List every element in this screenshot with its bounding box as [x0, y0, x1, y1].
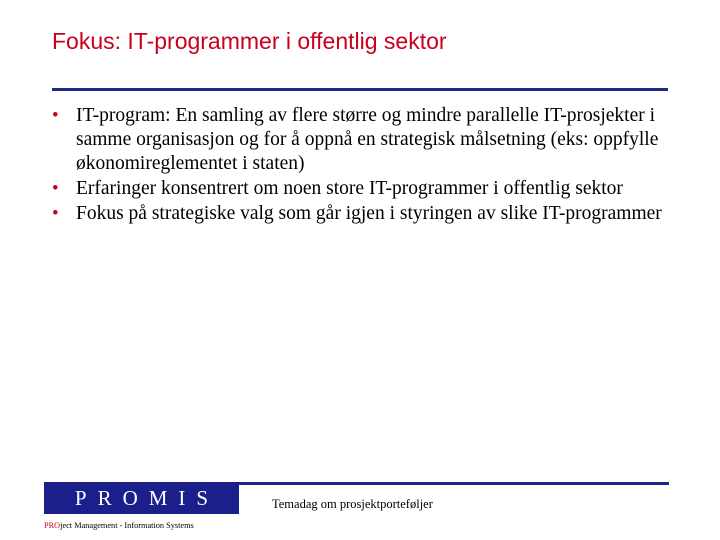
bullet-text: IT-program: En samling av flere større og mindre parallelle IT-prosjekter i samme organisasjon og for å oppnå en strategisk målsetning (eks: oppfylle økonomireglementet i staten): [76, 105, 659, 174]
bullet-text: Fokus på strategiske valg som går igjen i styringen av slike IT-programmer: [76, 203, 662, 224]
logo-subtitle-rest: ject Management - Information Systems: [60, 521, 194, 530]
promis-logo: PROMIS: [44, 482, 239, 514]
footer-divider: [239, 482, 669, 485]
bullet-item: [52, 202, 668, 226]
bullet-marker: •: [52, 178, 59, 199]
bullet-text: Erfaringer konsentrert om noen store IT-programmer i offentlig sektor: [76, 178, 623, 199]
bullet-marker: •: [52, 105, 59, 126]
bullet-item: [52, 104, 668, 176]
bullet-marker: •: [52, 203, 59, 224]
footer-caption: Temadag om prosjektporteføljer: [272, 497, 433, 511]
logo-subtitle-highlight: PRO: [44, 521, 61, 530]
title-divider: [52, 88, 668, 91]
bullet-list: [52, 104, 668, 227]
logo-subtitle: [44, 521, 194, 530]
bullet-item: [52, 177, 668, 201]
slide-title: Fokus: IT-programmer i offentlig sektor: [52, 28, 447, 54]
